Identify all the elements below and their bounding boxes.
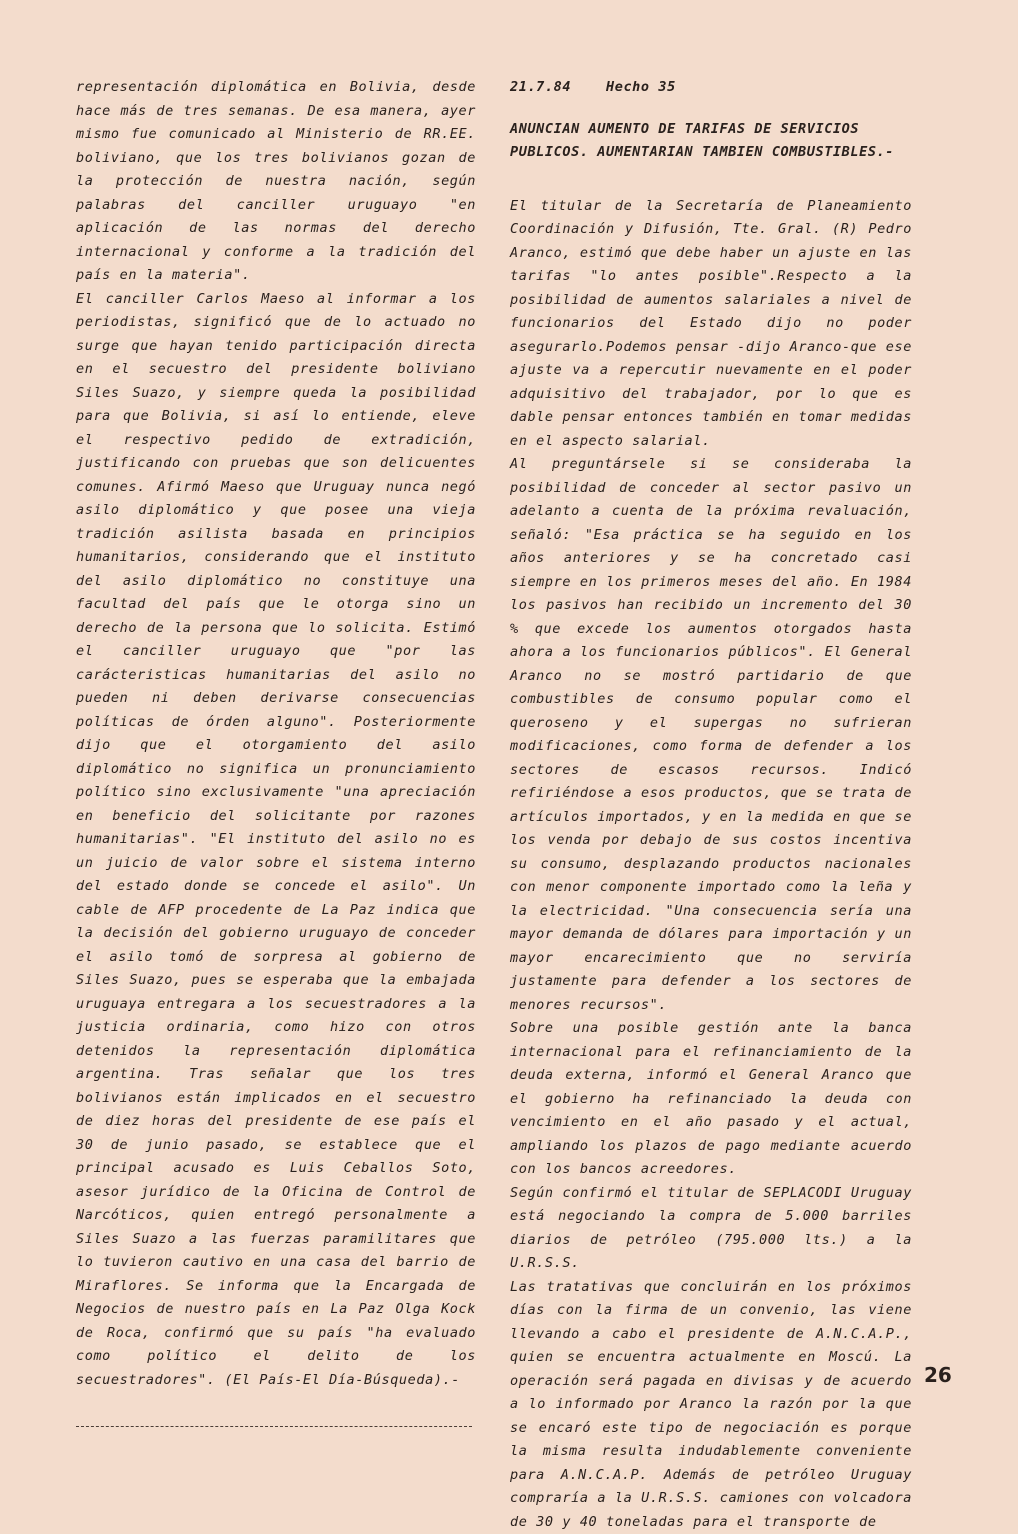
left-column bbox=[76, 76, 476, 1427]
article-headline: ANUNCIAN AUMENTO DE TARIFAS DE SERVICIOS PUBLICOS. AUMENTARIAN TAMBIEN COMBUSTIBLES.- bbox=[510, 118, 912, 165]
right-paragraph-1: El titular de la Secretaría de Planeamiento Coordinación y Difusión, Tte. Gral. (R) Pedro Aranco, estimó que debe haber un ajuste en las tarifas "lo antes posible".Respecto a la posibilidad de aumentos salariales a nivel de funcionarios del Estado dijo no poder asegurarlo.Podemos pensar -dijo Aranco-que ese ajuste va a repercutir nuevamente en el poder adquisitivo del trabajador, por lo que es dable pensar entonces también en tomar medidas en el aspecto salarial. bbox=[510, 195, 912, 454]
dashed-separator bbox=[76, 1426, 472, 1427]
right-paragraph-4: Según confirmó el titular de SEPLACODI Uruguay está negociando la compra de 5.000 barriles diarios de petróleo (795.000 lts.) a la U.R.S.S. bbox=[510, 1182, 912, 1276]
left-paragraph-2: El canciller Carlos Maeso al informar a los periodistas, significó que de lo actuado no surge que hayan tenido participación directa en el secuestro del presidente boliviano Siles Suazo, y siempre queda la posibilidad para que Bolivia, si así lo entiende, eleve el respectivo pedido de extradición, justificando con pruebas que son delicuentes comunes. Afirmó Maeso que Uruguay nunca negó asilo diplomático y que posee una vieja tradición asilista basada en principios humanitarios, considerando que el instituto del asilo diplomático no constituye una facultad del país que le otorga sino un derecho de la persona que lo solicita. Estimó el canciller uruguayo que "por las carácteristicas humanitarias del asilo no pueden ni deben derivarse consecuencias políticas de órden alguno". Posteriormente dijo que el otorgamiento del asilo diplomático no significa un pronunciamiento político sino exclusivamente "una apreciación en beneficio del solicitante por razones humanitarias". "El instituto del asilo no es un juicio de valor sobre el sistema interno del estado donde se concede el asilo". Un cable de AFP procedente de La Paz indica que la decisión del gobierno uruguayo de conceder el asilo tomó de sorpresa al gobierno de Siles Suazo, pues se esperaba que la embajada uruguaya entregara a los secuestradores a la justicia ordinaria, como hizo con otros detenidos la representación diplomática argentina. Tras señalar que los tres bolivianos están implicados en el secuestro de diez horas del presidente de ese país el 30 de junio pasado, se establece que el principal acusado es Luis Ceballos Soto, asesor jurídico de la Oficina de Control de Narcóticos, quien entregó personalmente a Siles Suazo a las fuerzas paramilitares que lo tuvieron cautivo en una casa del barrio de Miraflores. Se informa que la Encargada de Negocios de nuestro país en La Paz Olga Kock de Roca, confirmó que su país "ha evaluado como político el delito de los secuestradores". (El País-El Día-Búsqueda).- bbox=[76, 288, 476, 1393]
right-column bbox=[510, 76, 912, 1534]
right-paragraph-2: Al preguntársele si se consideraba la posibilidad de conceder al sector pasivo un adelanto a cuenta de la próxima revaluación, señaló: "Esa práctica se ha seguido en los años anteriores y se ha concretado casi siempre en los primeros meses del año. En 1984 los pasivos han recibido un incremento del 30 % que excede los aumentos otorgados hasta ahora a los funcionarios públicos". El General Aranco no se mostró partidario de que combustibles de consumo popular como el queroseno y el supergas no sufrieran modificaciones, como forma de defender a los sectores de escasos recursos. Indicó refiriéndose a esos productos, que se trata de artículos importados, y en la medida en que se los venda por debajo de sus costos incentiva su consumo, desplazando productos nacionales con menor componente importado como la leña y la electricidad. "Una consecuencia sería una mayor demanda de dólares para importación y un mayor encarecimiento que no serviría justamente para defender a los sectores de menores recursos". bbox=[510, 453, 912, 1017]
right-paragraph-3: Sobre una posible gestión ante la banca internacional para el refinanciamiento de la deuda externa, informó el General Aranco que el gobierno ha refinanciado la deuda con vencimiento en el año pasado y el actual, ampliando los plazos de pago mediante acuerdo con los bancos acreedores. bbox=[510, 1017, 912, 1182]
dateline: 21.7.84 Hecho 35 bbox=[510, 76, 912, 100]
page-number: 26 bbox=[924, 1363, 952, 1387]
left-paragraph-1: representación diplomática en Bolivia, desde hace más de tres semanas. De esa manera, ayer mismo fue comunicado al Ministerio de RR.EE. boliviano, que los tres bolivianos gozan de la protección de nuestra nación, según palabras del canciller uruguayo "en aplicación de las normas del derecho internacional y conforme a la tradición del país en la materia". bbox=[76, 76, 476, 288]
right-paragraph-5: Las tratativas que concluirán en los próximos días con la firma de un convenio, las viene llevando a cabo el presidente de A.N.C.A.P., quien se encuentra actualmente en Moscú. La operación será pagada en divisas y de acuerdo a lo informado por Aranco la razón por la que se encaró este tipo de negociación es porque la misma resulta indudablemente conveniente para A.N.C.A.P. Además de petróleo Uruguay compraría a la U.R.S.S. camiones con volcadora de 30 y 40 toneladas para el transporte de bbox=[510, 1276, 912, 1534]
